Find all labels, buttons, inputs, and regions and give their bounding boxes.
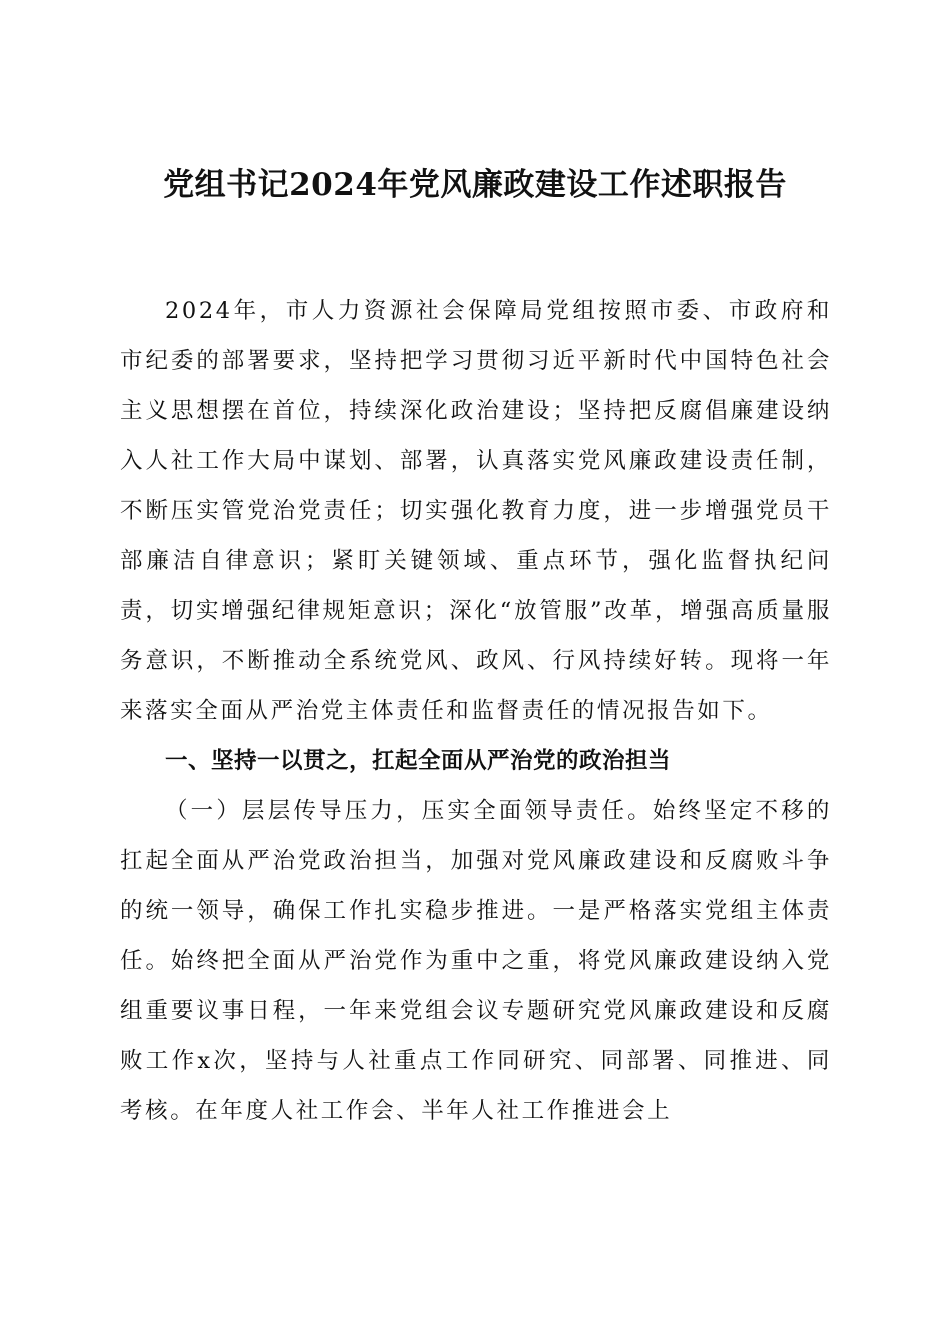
section-heading: 一、坚持一以贯之，扛起全面从严治党的政治担当: [165, 748, 672, 774]
document-title: 党组书记2024年党风廉政建设工作述职报告: [163, 167, 787, 203]
section-paragraph: （一）层层传导压力，压实全面领导责任。始终坚定不移的扛起全面从严治党政治担当，加强对党风廉政建设和反腐败斗争的统一领导，确保工作扎实稳步推进。一是严格落实党组主体责任。始终把全面从严治党作为重中之重，将党风廉政建设纳入党组重要议事日程，一年来党组会议专题研究党风廉政建设和反腐败工作x次，坚持与人社重点工作同研究、同部署、同推进、同考核。在年度人社工作会、半年人社工作推进会上: [120, 798, 832, 1124]
intro-paragraph: 2024年，市人力资源社会保障局党组按照市委、市政府和市纪委的部署要求，坚持把学习贯彻习近平新时代中国特色社会主义思想摆在首位，持续深化政治建设；坚持把反腐倡廉建设纳入人社工作大局中谋划、部署，认真落实党风廉政建设责任制，不断压实管党治党责任；切实强化教育力度，进一步增强党员干部廉洁自律意识；紧盯关键领域、重点环节，强化监督执纪问责，切实增强纪律规矩意识；深化“放管服”改革，增强高质量服务意识，不断推动全系统党风、政风、行风持续好转。现将一年来落实全面从严治党主体责任和监督责任的情况报告如下。: [120, 298, 832, 724]
document-body: [120, 286, 832, 1136]
